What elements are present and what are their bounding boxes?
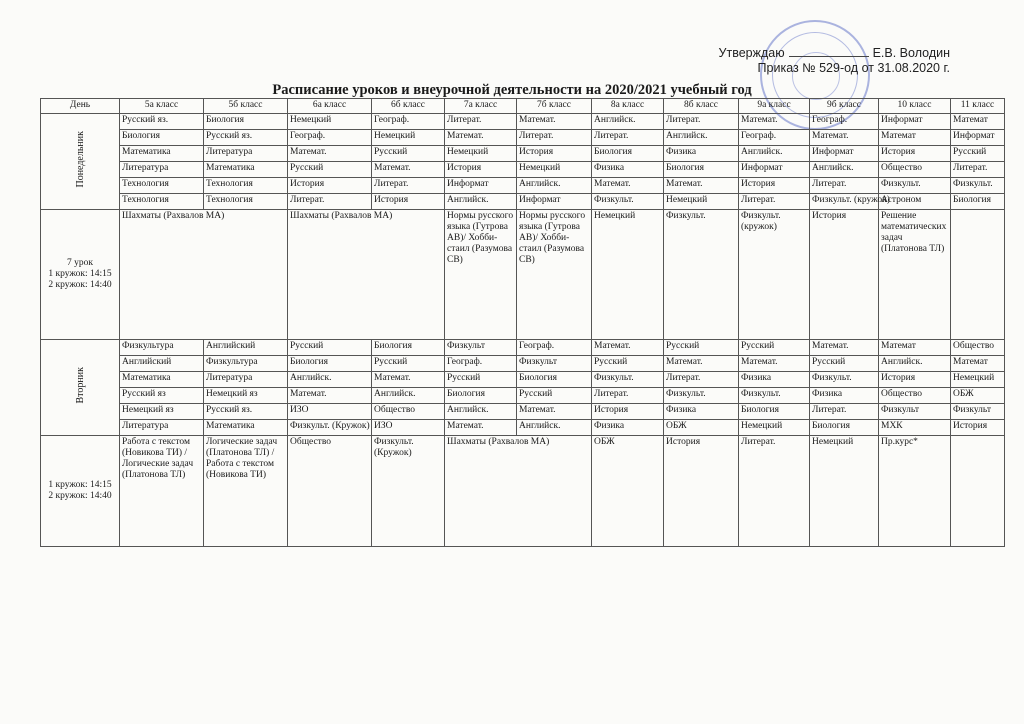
header-class: 8а класс — [592, 99, 664, 114]
lesson-cell: Английск. — [739, 146, 810, 162]
extracurricular-cell: Шахматы (Рахвалов МА) — [120, 210, 288, 340]
lesson-cell: Математ. — [288, 388, 372, 404]
lesson-cell: Физика — [592, 420, 664, 436]
lesson-cell: История — [739, 178, 810, 194]
lesson-cell: Физика — [664, 146, 739, 162]
lesson-cell: Немецкий яз — [120, 404, 204, 420]
lesson-cell: Литература — [120, 162, 204, 178]
lesson-cell: Информат — [445, 178, 517, 194]
header-class: 9а класс — [739, 99, 810, 114]
lesson-row — [41, 340, 1005, 356]
lesson-cell: Литерат. — [372, 178, 445, 194]
lesson-cell: Биология — [288, 356, 372, 372]
lesson-cell: Математ. — [288, 146, 372, 162]
lesson-cell: Русский — [951, 146, 1005, 162]
lesson-cell: Русский — [517, 388, 592, 404]
lesson-cell: МХК — [879, 420, 951, 436]
lesson-cell: ИЗО — [372, 420, 445, 436]
extracurricular-cell: Литерат. — [739, 436, 810, 547]
extracurricular-cell: Физкульт. — [664, 210, 739, 340]
lesson-cell: Английск. — [592, 114, 664, 130]
lesson-cell: Немецкий — [372, 130, 445, 146]
lesson-cell: История — [592, 404, 664, 420]
lesson-cell: Биология — [810, 420, 879, 436]
lesson-cell: Математ. — [445, 420, 517, 436]
header-class: 9б класс — [810, 99, 879, 114]
approval-order: Приказ № 529-од от 31.08.2020 г. — [757, 61, 950, 75]
lesson-cell: Географ. — [810, 114, 879, 130]
approval-block — [719, 46, 950, 76]
lesson-cell: Русский — [810, 356, 879, 372]
lesson-cell: Географ. — [445, 356, 517, 372]
extracurricular-cell: История — [810, 210, 879, 340]
extracurricular-cell: Физкульт. (Кружок) — [372, 436, 445, 547]
lesson-cell: Литерат. — [517, 130, 592, 146]
approver-name: Е.В. Володин — [872, 46, 950, 60]
lesson-cell: Математика — [204, 420, 288, 436]
lesson-cell: Физика — [592, 162, 664, 178]
lesson-cell: Русский яз. — [204, 404, 288, 420]
extracurricular-cell: Решение математических задач (Платонова ТЛ) — [879, 210, 951, 340]
lesson-cell: Информат — [951, 130, 1005, 146]
extracurricular-cell: Нормы русского языка (Гутрова АВ)/ Хобби-стаил (Разумова СВ) — [445, 210, 517, 340]
lesson-cell: Немецкий — [517, 162, 592, 178]
lesson-cell: Немецкий — [951, 372, 1005, 388]
lesson-cell: Математ. — [810, 340, 879, 356]
header-class: 7а класс — [445, 99, 517, 114]
lesson-cell: Технология — [204, 178, 288, 194]
lesson-row — [41, 372, 1005, 388]
extracurricular-cell — [951, 210, 1005, 340]
approval-line-1 — [719, 46, 950, 61]
lesson-cell: Физкульт. — [810, 372, 879, 388]
lesson-cell: Литерат. — [445, 114, 517, 130]
extracurricular-cell: История — [664, 436, 739, 547]
header-class: 5б класс — [204, 99, 288, 114]
lesson-cell: Литерат. — [288, 194, 372, 210]
lesson-cell: Биология — [204, 114, 288, 130]
lesson-cell: Общество — [879, 162, 951, 178]
lesson-cell: Русский — [739, 340, 810, 356]
lesson-cell: Математ. — [739, 356, 810, 372]
lesson-cell: Русский — [288, 162, 372, 178]
lesson-row — [41, 194, 1005, 210]
header-class: 7б класс — [517, 99, 592, 114]
lesson-row — [41, 146, 1005, 162]
lesson-row — [41, 388, 1005, 404]
header-class: 11 класс — [951, 99, 1005, 114]
lesson-cell: Математ — [951, 114, 1005, 130]
lesson-cell: ОБЖ — [951, 388, 1005, 404]
lesson-cell: Информат — [810, 146, 879, 162]
lesson-cell: Русский — [445, 372, 517, 388]
extracurricular-cell — [951, 436, 1005, 547]
header-class: 6б класс — [372, 99, 445, 114]
lesson-cell: Математ — [951, 356, 1005, 372]
extracurricular-cell: Пр.курс* — [879, 436, 951, 547]
lesson-cell: Русский — [664, 340, 739, 356]
lesson-cell: Биология — [120, 130, 204, 146]
lesson-row — [41, 356, 1005, 372]
lesson-cell: Английск. — [517, 420, 592, 436]
lesson-cell: История — [951, 420, 1005, 436]
lesson-cell: Русский — [372, 146, 445, 162]
lesson-cell: Английский — [204, 340, 288, 356]
lesson-cell: Физкульт — [445, 340, 517, 356]
day-label: Понедельник — [74, 131, 86, 188]
lesson-cell: Математ. — [372, 162, 445, 178]
lesson-cell: Математ. — [592, 178, 664, 194]
lesson-cell: Физкультура — [120, 340, 204, 356]
lesson-cell: Английск. — [810, 162, 879, 178]
lesson-cell: Математ. — [664, 356, 739, 372]
header-row — [41, 99, 1005, 114]
lesson-cell: Физкульт — [879, 404, 951, 420]
header-class: 5а класс — [120, 99, 204, 114]
lesson-cell: История — [879, 372, 951, 388]
lesson-cell: Немецкий — [739, 420, 810, 436]
lesson-cell: Математ — [879, 130, 951, 146]
lesson-cell: Физкульт. — [739, 388, 810, 404]
extracurricular-cell: Физкульт. (кружок) — [739, 210, 810, 340]
extracurricular-time-label: 1 кружок: 14:15 2 кружок: 14:40 — [41, 436, 120, 547]
lesson-cell: Математика — [204, 162, 288, 178]
lesson-cell: Биология — [739, 404, 810, 420]
extracurricular-time-label: 7 урок 1 кружок: 14:15 2 кружок: 14:40 — [41, 210, 120, 340]
lesson-cell: Литерат. — [664, 114, 739, 130]
lesson-cell: Физкульт — [517, 356, 592, 372]
lesson-cell: Математ. — [739, 114, 810, 130]
lesson-cell: Географ. — [739, 130, 810, 146]
signature-line — [789, 46, 869, 57]
lesson-cell: Географ. — [517, 340, 592, 356]
lesson-cell: Информат — [517, 194, 592, 210]
lesson-cell: Литерат. — [810, 178, 879, 194]
extracurricular-cell: Работа с текстом (Новикова ТИ) / Логические задач (Платонова ТЛ) — [120, 436, 204, 547]
lesson-row — [41, 162, 1005, 178]
lesson-cell: История — [372, 194, 445, 210]
header-class: 8б класс — [664, 99, 739, 114]
lesson-cell: Математ. — [664, 178, 739, 194]
lesson-cell: Математика — [120, 146, 204, 162]
extracurricular-row — [41, 436, 1005, 547]
lesson-row — [41, 114, 1005, 130]
lesson-cell: Физкульт. — [664, 388, 739, 404]
lesson-cell: Общество — [879, 388, 951, 404]
extracurricular-cell: Шахматы (Рахвалов МА) — [288, 210, 445, 340]
lesson-cell: История — [288, 178, 372, 194]
extracurricular-cell: Общество — [288, 436, 372, 547]
lesson-row — [41, 420, 1005, 436]
lesson-cell: ОБЖ — [664, 420, 739, 436]
lesson-cell: Технология — [120, 194, 204, 210]
lesson-cell: Математ — [879, 340, 951, 356]
lesson-cell: Русский яз. — [120, 114, 204, 130]
day-cell — [41, 340, 120, 436]
lesson-cell: Технология — [120, 178, 204, 194]
lesson-cell: Биология — [592, 146, 664, 162]
lesson-cell: Биология — [445, 388, 517, 404]
lesson-cell: Общество — [951, 340, 1005, 356]
lesson-cell: Литература — [204, 372, 288, 388]
lesson-row — [41, 130, 1005, 146]
lesson-cell: Литерат. — [592, 388, 664, 404]
lesson-cell: Физкульт. — [592, 372, 664, 388]
lesson-cell: Математ. — [372, 372, 445, 388]
lesson-cell: Литерат. — [592, 130, 664, 146]
lesson-cell: Английск. — [445, 194, 517, 210]
header-class: 6а класс — [288, 99, 372, 114]
lesson-cell: Физкульт. — [951, 178, 1005, 194]
lesson-cell: Физика — [739, 372, 810, 388]
lesson-cell: Физкультура — [204, 356, 288, 372]
extracurricular-row — [41, 210, 1005, 340]
lesson-cell: Физика — [810, 388, 879, 404]
lesson-cell: Биология — [664, 162, 739, 178]
lesson-cell: Физкульт. (кружок) — [810, 194, 879, 210]
lesson-cell: Немецкий — [288, 114, 372, 130]
lesson-cell: История — [445, 162, 517, 178]
lesson-cell: Английск. — [664, 130, 739, 146]
approval-label: Утверждаю — [718, 46, 785, 60]
lesson-cell: Технология — [204, 194, 288, 210]
lesson-cell: Математ. — [810, 130, 879, 146]
lesson-cell: Русский — [288, 340, 372, 356]
lesson-cell: ИЗО — [288, 404, 372, 420]
lesson-cell: Русский — [592, 356, 664, 372]
lesson-cell: Физкульт. — [879, 178, 951, 194]
lesson-cell: Физкульт. — [592, 194, 664, 210]
lesson-cell: Математ. — [445, 130, 517, 146]
lesson-cell: Английский — [120, 356, 204, 372]
lesson-cell: Русский яз. — [204, 130, 288, 146]
lesson-cell: Русский — [372, 356, 445, 372]
lesson-cell: Литерат. — [664, 372, 739, 388]
lesson-cell: История — [517, 146, 592, 162]
extracurricular-cell: Шахматы (Рахвалов МА) — [445, 436, 592, 547]
lesson-cell: Немецкий — [445, 146, 517, 162]
extracurricular-cell: ОБЖ — [592, 436, 664, 547]
lesson-row — [41, 404, 1005, 420]
header-class: 10 класс — [879, 99, 951, 114]
lesson-cell: Математ. — [592, 340, 664, 356]
lesson-cell: Математ. — [517, 404, 592, 420]
page-title: Расписание уроков и внеурочной деятельности на 2020/2021 учебный год — [272, 82, 752, 98]
lesson-cell: Английск. — [445, 404, 517, 420]
lesson-cell: Английск. — [288, 372, 372, 388]
lesson-cell: Немецкий яз — [204, 388, 288, 404]
lesson-cell: Английск. — [517, 178, 592, 194]
lesson-cell: Физкульт — [951, 404, 1005, 420]
lesson-cell: История — [879, 146, 951, 162]
extracurricular-cell: Немецкий — [592, 210, 664, 340]
lesson-cell: Информат — [879, 114, 951, 130]
lesson-cell: Астроном — [879, 194, 951, 210]
lesson-cell: Литерат. — [951, 162, 1005, 178]
lesson-cell: Географ. — [372, 114, 445, 130]
lesson-cell: Биология — [517, 372, 592, 388]
lesson-cell: Математика — [120, 372, 204, 388]
lesson-cell: Литерат. — [810, 404, 879, 420]
extracurricular-cell: Немецкий — [810, 436, 879, 547]
lesson-cell: Литература — [120, 420, 204, 436]
lesson-cell: Литература — [204, 146, 288, 162]
header-day: День — [41, 99, 120, 114]
day-cell — [41, 114, 120, 210]
lesson-cell: Русский яз — [120, 388, 204, 404]
lesson-cell: Математ. — [517, 114, 592, 130]
extracurricular-cell: Логические задач (Платонова ТЛ) / Работа с текстом (Новикова ТИ) — [204, 436, 288, 547]
lesson-cell: Биология — [951, 194, 1005, 210]
lesson-cell: Английск. — [372, 388, 445, 404]
lesson-cell: Физкульт. (Кружок) — [288, 420, 372, 436]
lesson-cell: Физика — [664, 404, 739, 420]
lesson-cell: Немецкий — [664, 194, 739, 210]
lesson-row — [41, 178, 1005, 194]
extracurricular-cell: Нормы русского языка (Гутрова АВ)/ Хобби-стаил (Разумова СВ) — [517, 210, 592, 340]
schedule-table — [40, 98, 1005, 547]
lesson-cell: Общество — [372, 404, 445, 420]
lesson-cell: Информат — [739, 162, 810, 178]
lesson-cell: Английск. — [879, 356, 951, 372]
lesson-cell: Биология — [372, 340, 445, 356]
lesson-cell: Географ. — [288, 130, 372, 146]
lesson-cell: Литерат. — [739, 194, 810, 210]
day-label: Вторник — [74, 367, 86, 404]
